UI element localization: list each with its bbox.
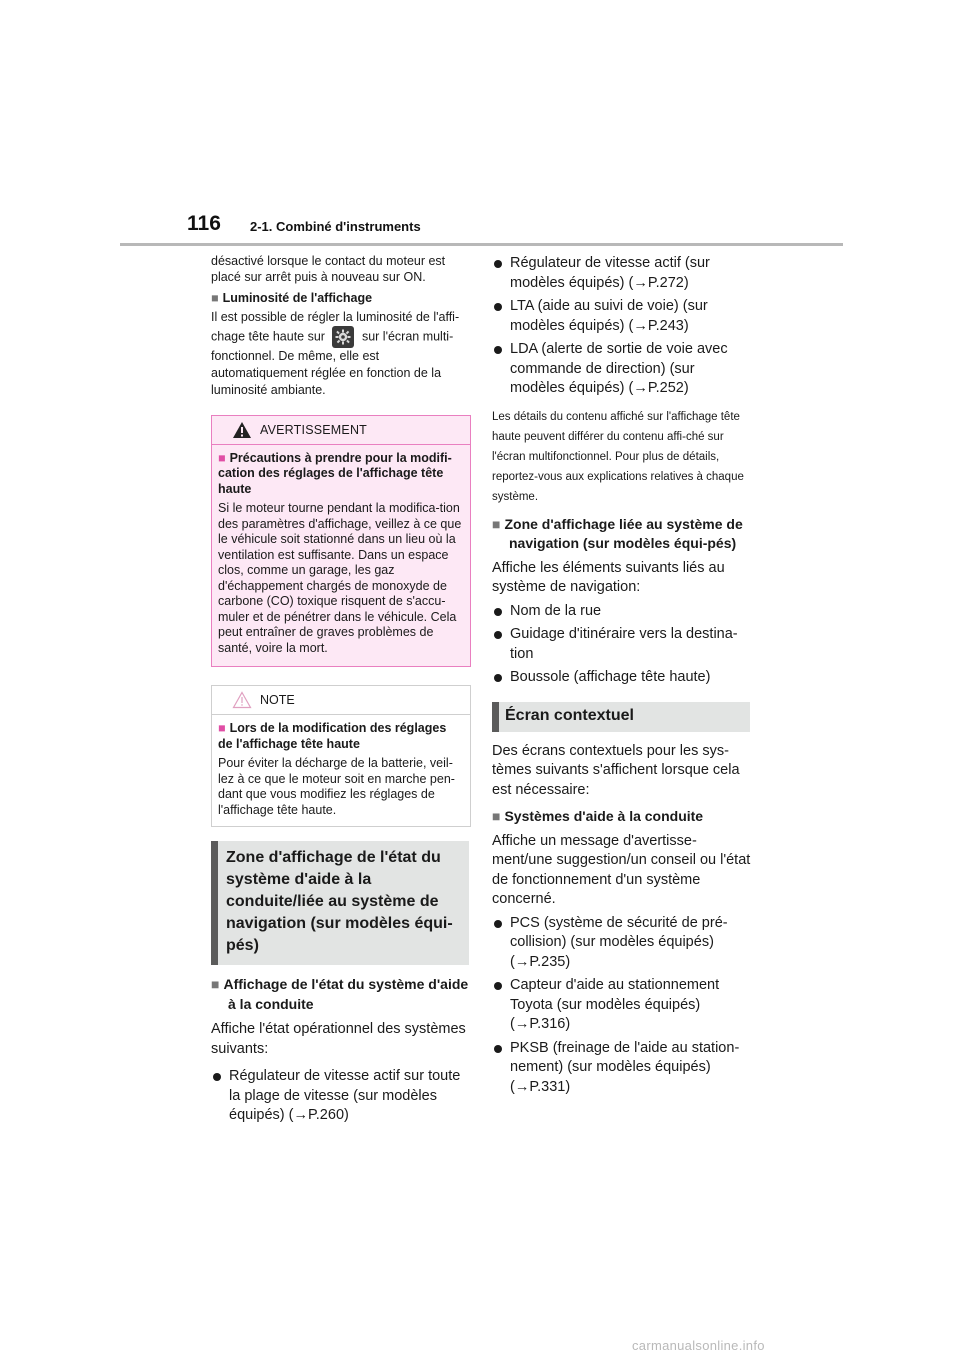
details-note: Les détails du contenu affiché sur l'affichage tête haute peuvent différer du contenu affi-ché sur l'écran multifonctionnel. Pour plus de détails, reportez-vous aux explications relatives à chaque système.	[492, 410, 744, 503]
ctx-text: Des écrans contextuels pour les sys-tèmes suivants s'affichent lorsque cela est nécessaire:	[492, 742, 740, 798]
note-body	[212, 715, 470, 826]
warning-title: AVERTISSEMENT	[212, 416, 470, 445]
list-item: Boussole (affichage tête haute)	[492, 668, 752, 688]
page-number: 116	[187, 212, 221, 235]
affichage-heading: ■ Affichage de l'état du système d'aide à la conduite	[211, 976, 469, 1012]
note-heading: ■ Lors de la modification des réglages de l'affichage tête haute	[218, 721, 447, 751]
warning-heading: ■ Précautions à prendre pour la modifi-cation des réglages de l'affichage tête haute	[218, 450, 452, 496]
list-item: Régulateur de vitesse actif sur toute la plage de vitesse (sur modèles équipés) (→P.260)	[211, 1067, 471, 1126]
list-item: LTA (aide au suivi de voie) (sur modèles équipés) (→P.243)	[492, 297, 752, 336]
nav-heading: ■ Zone d'affichage liée au système de navigation (sur modèles équi-pés)	[492, 515, 743, 551]
note-triangle-icon	[232, 691, 252, 709]
square-icon: ■	[492, 808, 501, 824]
warning-box	[211, 415, 471, 668]
header-rule	[120, 243, 843, 246]
section-title: 2-1. Combiné d'instruments	[250, 219, 421, 234]
watermark: carmanualsonline.info	[632, 1338, 765, 1353]
ctx-section-title: Écran contextuel	[505, 706, 634, 724]
note-title: NOTE	[212, 686, 470, 715]
square-icon: ■	[218, 721, 226, 735]
list-item: PKSB (freinage de l'aide au station-nement) (sur modèles équipés) (→P.331)	[492, 1039, 752, 1098]
left-column	[211, 254, 471, 1126]
sys-text: Affiche un message d'avertisse-ment/une suggestion/un conseil ou l'état de fonctionnement d'un système concerné.	[492, 832, 751, 907]
sys-heading: ■ Systèmes d'aide à la conduite	[492, 808, 704, 824]
affichage-text: Affiche l'état opérationnel des systèmes suivants:	[211, 1021, 466, 1057]
affichage-block	[211, 975, 471, 1126]
warning-triangle-icon	[232, 421, 252, 439]
zone-section-band	[211, 841, 469, 965]
list-item: LDA (alerte de sortie de voie avec commande de direction) (sur modèles équipés) (→P.252)	[492, 340, 752, 399]
square-icon: ■	[211, 976, 220, 992]
warning-text: Si le moteur tourne pendant la modifica-tion des paramètres d'affichage, veillez à ce que le véhicule soit stationné dans un lieu où la ventilation est suffisante. Dans un espace clos, comme un garage, les gaz d'échappement chargés de monoxyde de carbone (CO) toxique risquent de s'accu-muler et de pénétrer dans le véhicule. Cela peut entraîner de graves problèmes de santé, voire la mort.	[218, 501, 462, 655]
ctx-section-band	[492, 702, 750, 732]
square-icon: ■	[211, 291, 219, 305]
square-icon: ■	[218, 450, 226, 465]
page-header	[0, 0, 960, 250]
warning-body	[212, 445, 470, 667]
luminosity-heading: ■ Luminosité de l'affichage	[211, 291, 373, 305]
right-column	[492, 254, 752, 1097]
list-item: Régulateur de vitesse actif (sur modèles équipés) (→P.272)	[492, 254, 752, 293]
list-item: Guidage d'itinéraire vers la destina-tion	[492, 625, 752, 664]
list-item: Nom de la rue	[492, 602, 752, 622]
note-box	[211, 685, 471, 827]
zone-section-title: Zone d'affichage de l'état du système d'aide à la conduite/liée au système de navigation (sur modèles équi-pés)	[226, 849, 453, 954]
list-item: PCS (système de sécurité de pré-collision) (sur modèles équipés) (→P.235)	[492, 914, 752, 973]
luminosity-text: Il est possible de régler la luminosité de l'affi-chage tête haute sur sur l'écran multi-fonctionnel. De même, elle est automatiquement réglée en fonction de la luminosité ambiante.	[211, 309, 460, 397]
square-icon: ■	[492, 515, 501, 532]
nav-text: Affiche les éléments suivants liés au système de navigation:	[492, 559, 725, 595]
intro-text: désactivé lorsque le contact du moteur est placé sur arrêt puis à nouveau sur ON.	[211, 254, 446, 284]
list-item: Capteur d'aide au stationnement Toyota (sur modèles équipés) (→P.316)	[492, 976, 752, 1035]
gear-icon	[332, 326, 354, 348]
note-text: Pour éviter la décharge de la batterie, veil-lez à ce que le moteur soit en marche pen-dant que vous modifiez les réglages de l'affichage tête haute.	[218, 756, 455, 817]
